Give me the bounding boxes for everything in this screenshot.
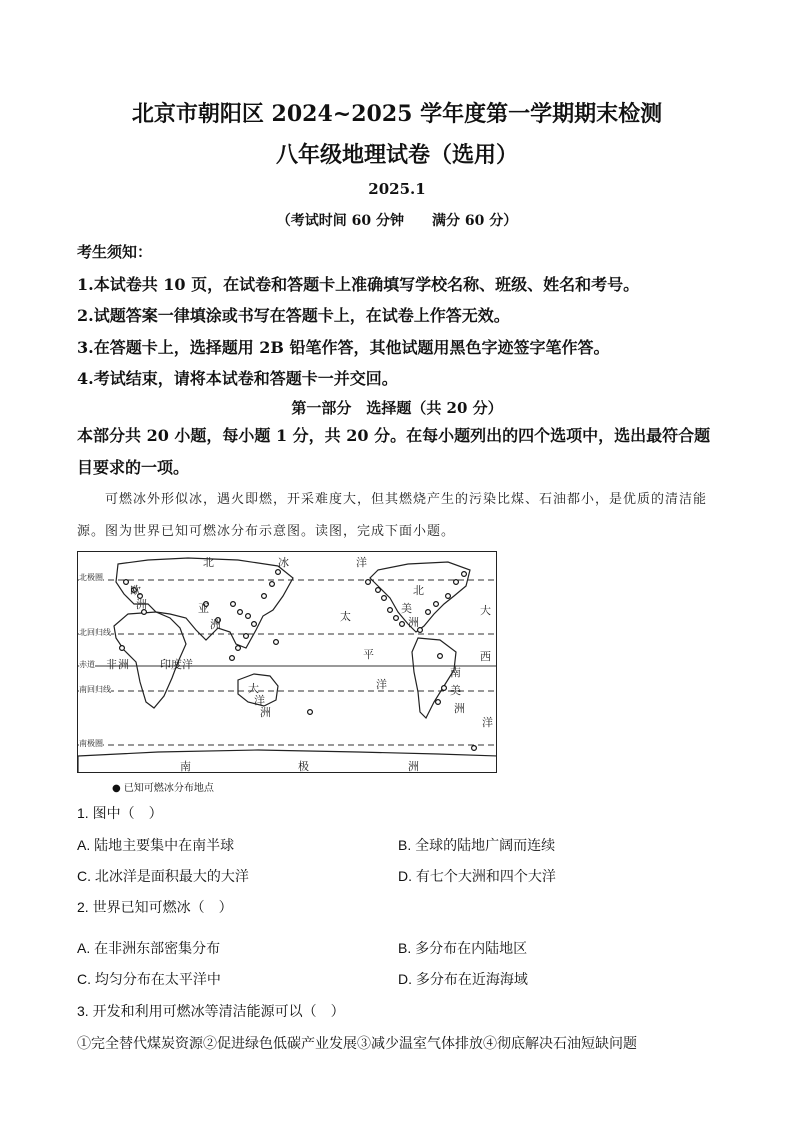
map-label-africa: 洲 xyxy=(118,658,129,671)
exam-title: 北京市朝阳区 2024~2025 学年度第一学期期末检测 xyxy=(131,101,663,127)
question-2-option-d: D. 多分布在近海海域 xyxy=(398,971,528,987)
map-label-atlantic: 洋 xyxy=(482,716,493,729)
question-2-option-a: A. 在非洲东部密集分布 xyxy=(77,940,221,956)
map-label-south-america: 洲 xyxy=(454,702,465,715)
map-label-oceania: 大 xyxy=(248,682,259,695)
map-label-europe: 欧 xyxy=(130,584,141,597)
map-label-north-america: 洲 xyxy=(408,616,419,629)
map-label-antarctica: 洲 xyxy=(408,760,419,773)
part1-instruction: 本部分共 20 小题，每小题 1 分，共 20 分。在每小题列出的四个选项中，选出最符合题目要求的一项。 xyxy=(77,426,711,477)
exam-date: 2025.1 xyxy=(368,180,426,198)
question-1-option-b: B. 全球的陆地广阔而连续 xyxy=(398,837,556,853)
question-1-option-a: A. 陆地主要集中在南半球 xyxy=(77,837,235,853)
notice-item: 2.试题答案一律填涂或书写在答题卡上，在试卷上作答无效。 xyxy=(77,306,510,325)
map-label-antarctica: 极 xyxy=(298,760,309,773)
notice-item: 4.考试结束，请将本试卷和答题卡一并交回。 xyxy=(77,369,398,388)
question-1-stem: 1. 图中（ ） xyxy=(77,805,163,821)
notice-heading: 考生须知： xyxy=(77,243,153,261)
map-label-asia: 亚 xyxy=(198,602,209,615)
question-1-option-c: C. 北冰洋是面积最大的大洋 xyxy=(77,868,249,884)
map-label-pacific: 太 xyxy=(340,610,351,623)
equator-label: 赤道 xyxy=(79,660,95,669)
exam-subtitle: 八年级地理试卷（选用） xyxy=(275,142,518,168)
map-label-atlantic: 西 xyxy=(480,650,491,663)
tropic-of-cancer-label: 北回归线 xyxy=(79,628,111,637)
map-label-arctic: 北 xyxy=(203,556,214,569)
arctic-circle-label: 北极圈 xyxy=(79,573,103,582)
question-2-option-c: C. 均匀分布在太平洋中 xyxy=(77,971,221,987)
passage-intro: 可燃冰外形似冰，遇火即燃，开采难度大，但其燃烧产生的污染比煤、石油都小，是优质的清洁能源。图为世界已知可燃冰分布示意图。读图，完成下面小题。 xyxy=(77,492,708,539)
question-3-stem: 3. 开发和利用可燃冰等清洁能源可以（ ） xyxy=(77,1003,345,1019)
map-label-south-america: 美 xyxy=(450,684,461,697)
exam-info: （考试时间 60 分钟 满分 60 分） xyxy=(276,213,518,229)
map-label-pacific: 洋 xyxy=(376,678,387,691)
map-label-south-america: 南 xyxy=(450,666,461,679)
antarctic-circle-label: 南极圈 xyxy=(79,739,103,748)
map-label-oceania: 洲 xyxy=(260,706,271,719)
question-1-option-d: D. 有七个大洲和四个大洋 xyxy=(398,868,556,884)
map-label-asia: 洲 xyxy=(210,618,221,631)
map-label-atlantic: 大 xyxy=(480,604,491,617)
map-label-arctic: 冰 xyxy=(278,556,289,569)
map-label-africa: 非 xyxy=(106,658,117,671)
map-label-north-america: 北 xyxy=(413,584,424,597)
question-3-choices: ①完全替代煤炭资源②促进绿色低碳产业发展③减少温室气体排放④彻底解决石油短缺问题 xyxy=(77,1035,637,1051)
notice-item: 3.在答题卡上，选择题用 2B 铅笔作答，其他试题用黑色字迹签字笔作答。 xyxy=(77,338,610,357)
notice-item: 1.本试卷共 10 页，在试卷和答题卡上准确填写学校名称、班级、姓名和考号。 xyxy=(77,275,640,294)
map-label-antarctica: 南 xyxy=(180,760,191,773)
map-label-indian-ocean: 印度洋 xyxy=(160,658,193,671)
question-2-stem: 2. 世界已知可燃冰（ ） xyxy=(77,899,233,915)
map-label-arctic: 洋 xyxy=(356,556,367,569)
map-label-europe: 洲 xyxy=(136,598,147,611)
question-2-option-b: B. 多分布在内陆地区 xyxy=(398,940,528,956)
part1-heading: 第一部分 选择题（共 20 分） xyxy=(291,399,503,417)
map-label-north-america: 美 xyxy=(401,602,412,615)
map-legend: ● 已知可燃冰分布地点 xyxy=(112,783,214,794)
world-map-figure xyxy=(77,551,497,773)
tropic-of-capricorn-label: 南回归线 xyxy=(79,685,111,694)
map-label-oceania: 洋 xyxy=(254,694,265,707)
map-label-pacific: 平 xyxy=(363,648,374,661)
